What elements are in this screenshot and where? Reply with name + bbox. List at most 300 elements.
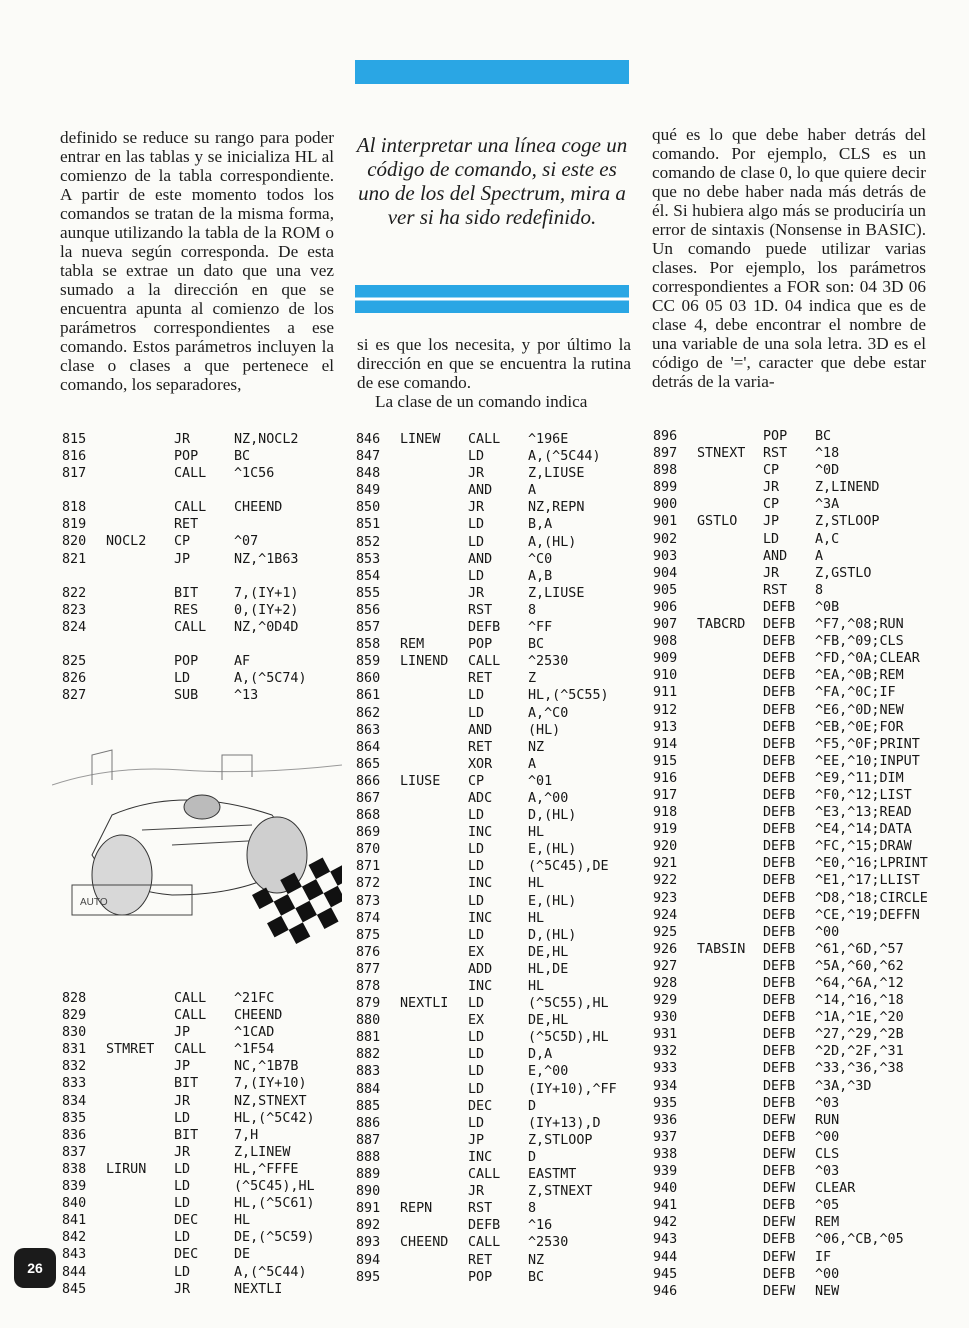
opcode: DEFB bbox=[763, 1010, 796, 1026]
line-number: 817 bbox=[62, 466, 87, 482]
operand: D,A bbox=[528, 1047, 553, 1063]
operand: DE,(^5C59) bbox=[234, 1230, 315, 1246]
line-number: 823 bbox=[62, 602, 87, 618]
code-label: LIRUN bbox=[106, 1161, 147, 1177]
line-number: 935 bbox=[653, 1095, 678, 1111]
opcode: DEFB bbox=[763, 1061, 796, 1077]
operand: Z,STNEXT bbox=[528, 1184, 593, 1200]
operand: A,(^5C44) bbox=[234, 1264, 307, 1280]
line-number: 837 bbox=[62, 1144, 87, 1160]
operand: NZ bbox=[528, 739, 545, 755]
opcode: XOR bbox=[468, 756, 493, 772]
line-number: 829 bbox=[62, 1008, 87, 1024]
operand: BC bbox=[815, 429, 832, 444]
opcode: DEFB bbox=[763, 651, 796, 667]
operand: 8 bbox=[528, 602, 537, 618]
line-number: 932 bbox=[653, 1044, 678, 1060]
opcode: DEFB bbox=[763, 839, 796, 855]
operand: ^18 bbox=[815, 446, 840, 462]
operand: ^FB,^09;CLS bbox=[815, 634, 904, 650]
line-number: 883 bbox=[356, 1064, 381, 1080]
operand: NZ,^1B63 bbox=[234, 551, 299, 567]
opcode: DEFB bbox=[763, 976, 796, 991]
operand: ^3A,^3D bbox=[815, 1078, 872, 1094]
opcode: DEFB bbox=[763, 924, 796, 940]
operand: CHEEND bbox=[234, 1008, 283, 1024]
operand: Z bbox=[528, 671, 537, 687]
line-number: 852 bbox=[356, 534, 381, 550]
operand: ^05 bbox=[815, 1198, 840, 1214]
opcode: DEFB bbox=[763, 736, 796, 752]
line-number: 821 bbox=[62, 551, 87, 567]
opcode: LD bbox=[468, 1030, 485, 1046]
line-number: 868 bbox=[356, 808, 381, 824]
opcode: CP bbox=[763, 463, 780, 479]
operand: ^E9,^11;DIM bbox=[815, 770, 904, 786]
operand: ^27,^29,^2B bbox=[815, 1027, 904, 1043]
line-number: 836 bbox=[62, 1127, 87, 1143]
operand: ^3A bbox=[815, 497, 840, 513]
line-number: 929 bbox=[653, 993, 678, 1009]
line-number: 830 bbox=[62, 1025, 87, 1041]
operand: (IY+10),^FF bbox=[528, 1081, 617, 1097]
line-number: 902 bbox=[653, 531, 678, 547]
line-number: 897 bbox=[653, 446, 678, 462]
operand: ^1F54 bbox=[234, 1042, 275, 1058]
opcode: JR bbox=[174, 1093, 191, 1109]
line-number: 845 bbox=[62, 1281, 87, 1297]
operand: NEW bbox=[815, 1283, 840, 1299]
line-number: 923 bbox=[653, 890, 678, 906]
operand: ^07 bbox=[234, 534, 259, 550]
line-number: 818 bbox=[62, 500, 87, 516]
line-number: 938 bbox=[653, 1146, 678, 1162]
line-number: 936 bbox=[653, 1112, 678, 1128]
operand: NC,^1B7B bbox=[234, 1059, 299, 1075]
opcode: DEFB bbox=[763, 668, 796, 684]
opcode: INC bbox=[468, 825, 493, 841]
operand: HL bbox=[528, 876, 545, 892]
line-number: 881 bbox=[356, 1030, 381, 1046]
line-number: 855 bbox=[356, 585, 381, 601]
line-number: 851 bbox=[356, 517, 381, 533]
operand: ^E4,^14;DATA bbox=[815, 822, 912, 838]
line-number: 839 bbox=[62, 1179, 87, 1195]
opcode: DEFB bbox=[763, 770, 796, 786]
opcode: LD bbox=[468, 1064, 485, 1080]
opcode: JR bbox=[174, 1144, 191, 1160]
opcode: CALL bbox=[174, 466, 207, 482]
opcode: LD bbox=[468, 808, 485, 824]
operand: 7,H bbox=[234, 1127, 259, 1143]
line-number: 860 bbox=[356, 671, 381, 687]
operand: 7,(IY+1) bbox=[234, 585, 299, 601]
opcode: RST bbox=[468, 1201, 493, 1217]
opcode: DEFW bbox=[763, 1215, 796, 1231]
line-number: 859 bbox=[356, 654, 381, 670]
operand: E,(HL) bbox=[528, 893, 577, 909]
line-number: 879 bbox=[356, 996, 381, 1012]
line-number: 866 bbox=[356, 773, 381, 789]
operand: (^5C5D),HL bbox=[528, 1030, 609, 1046]
code-label: TABSIN bbox=[697, 941, 746, 957]
opcode: DEFB bbox=[763, 685, 796, 701]
opcode: LD bbox=[174, 1196, 191, 1212]
line-number: 841 bbox=[62, 1213, 87, 1229]
opcode: ADD bbox=[468, 961, 493, 977]
operand: HL bbox=[528, 910, 545, 926]
paragraph: qué es lo que debe haber detrás del comando. Por ejemplo, CLS es un comando de clase 0, lo que quiere decir que no debe haber nada más detrás de él. Si hubiera algo más se produciría un error de sintaxis (Nonsense in BASIC). Un comando puede utilizar varias clases. Por ejemplo, los parámetros correspondientes a FOR son: 04 3D 06 CC 06 05 03 1D. 04 indica que es de clase 4, debe encontrar el nombre de una variable de una sola letra. 3D es el código de '=', caracter que debe estar detrás de la varia- bbox=[652, 125, 926, 391]
opcode: DEFB bbox=[763, 993, 796, 1009]
operand: ^00 bbox=[815, 1266, 840, 1282]
line-number: 861 bbox=[356, 688, 381, 704]
line-number: 907 bbox=[653, 617, 678, 633]
line-number: 884 bbox=[356, 1081, 381, 1097]
operand: IF bbox=[815, 1249, 832, 1265]
opcode: CALL bbox=[468, 1235, 501, 1251]
opcode: DEFB bbox=[763, 890, 796, 906]
operand: (HL) bbox=[528, 722, 561, 738]
operand: A,^C0 bbox=[528, 705, 569, 721]
line-number: 919 bbox=[653, 822, 678, 838]
operand: CLEAR bbox=[815, 1181, 856, 1197]
line-number: 915 bbox=[653, 753, 678, 769]
operand: A,B bbox=[528, 568, 553, 584]
line-number: 930 bbox=[653, 1010, 678, 1026]
line-number: 934 bbox=[653, 1078, 678, 1094]
line-number: 908 bbox=[653, 634, 678, 650]
opcode: LD bbox=[468, 927, 485, 943]
opcode: DEC bbox=[174, 1247, 199, 1263]
code-label: NEXTLI bbox=[400, 996, 449, 1012]
opcode: RET bbox=[468, 1252, 493, 1268]
line-number: 914 bbox=[653, 736, 678, 752]
operand: Z,LIUSE bbox=[528, 466, 585, 482]
operand: NZ,^0D4D bbox=[234, 619, 299, 635]
opcode: JR bbox=[174, 432, 191, 447]
operand: ^1C56 bbox=[234, 466, 275, 482]
operand: D,(HL) bbox=[528, 808, 577, 824]
line-number: 822 bbox=[62, 585, 87, 601]
code-label: LIUSE bbox=[400, 773, 441, 789]
operand: ^0B bbox=[815, 599, 840, 615]
line-number: 939 bbox=[653, 1164, 678, 1180]
operand: A,(HL) bbox=[528, 534, 577, 550]
line-number: 862 bbox=[356, 705, 381, 721]
line-number: 864 bbox=[356, 739, 381, 755]
line-number: 863 bbox=[356, 722, 381, 738]
opcode: RET bbox=[468, 671, 493, 687]
opcode: RST bbox=[763, 582, 788, 598]
opcode: AND bbox=[468, 483, 493, 499]
opcode: RET bbox=[468, 739, 493, 755]
operand: Z,STLOOP bbox=[528, 1132, 593, 1148]
operand: HL,(^5C42) bbox=[234, 1110, 315, 1126]
operand: ^61,^6D,^57 bbox=[815, 941, 904, 957]
code-label: NOCL2 bbox=[106, 534, 147, 550]
opcode: INC bbox=[468, 910, 493, 926]
line-number: 933 bbox=[653, 1061, 678, 1077]
line-number: 931 bbox=[653, 1027, 678, 1043]
operand: 0,(IY+2) bbox=[234, 602, 299, 618]
operand: BC bbox=[528, 1269, 545, 1285]
operand: (^5C55),HL bbox=[528, 996, 609, 1012]
opcode: DEC bbox=[468, 1098, 493, 1114]
operand: NZ,NOCL2 bbox=[234, 432, 299, 447]
operand: A,^00 bbox=[528, 790, 569, 806]
opcode: LD bbox=[468, 517, 485, 533]
operand: CHEEND bbox=[234, 500, 283, 516]
line-number: 874 bbox=[356, 910, 381, 926]
opcode: DEFB bbox=[763, 941, 796, 957]
opcode: LD bbox=[174, 1264, 191, 1280]
opcode: INC bbox=[468, 979, 493, 994]
opcode: JR bbox=[468, 585, 485, 601]
line-number: 832 bbox=[62, 1059, 87, 1075]
line-number: 853 bbox=[356, 551, 381, 567]
line-number: 942 bbox=[653, 1215, 678, 1231]
line-number: 815 bbox=[62, 432, 87, 447]
operand: B,A bbox=[528, 517, 553, 533]
operand: ^2530 bbox=[528, 1235, 569, 1251]
opcode: JR bbox=[174, 1281, 191, 1297]
opcode: LD bbox=[468, 1081, 485, 1097]
opcode: POP bbox=[174, 653, 199, 669]
operand: NEXTLI bbox=[234, 1281, 283, 1297]
opcode: AND bbox=[468, 722, 493, 738]
operand: ^33,^36,^38 bbox=[815, 1061, 904, 1077]
operand: ^C0 bbox=[528, 551, 553, 567]
line-number: 880 bbox=[356, 1013, 381, 1029]
line-number: 826 bbox=[62, 671, 87, 687]
line-number: 896 bbox=[653, 429, 678, 444]
line-number: 825 bbox=[62, 653, 87, 669]
opcode: LD bbox=[174, 1230, 191, 1246]
opcode: LD bbox=[174, 1179, 191, 1195]
opcode: BIT bbox=[174, 585, 199, 601]
opcode: DEFW bbox=[763, 1283, 796, 1299]
opcode: DEC bbox=[174, 1213, 199, 1229]
line-number: 816 bbox=[62, 449, 87, 465]
line-number: 894 bbox=[356, 1252, 381, 1268]
line-number: 901 bbox=[653, 514, 678, 530]
operand: HL bbox=[234, 1213, 251, 1229]
operand: ^E0,^16;LPRINT bbox=[815, 856, 928, 872]
operand: EASTMT bbox=[528, 1167, 577, 1183]
paragraph: si es que los necesita, y por último la dirección en que se encuentra la rutina de ese comando. bbox=[357, 335, 631, 392]
line-number: 838 bbox=[62, 1161, 87, 1177]
opcode: LD bbox=[468, 705, 485, 721]
operand: HL,(^5C61) bbox=[234, 1196, 315, 1212]
opcode: DEFB bbox=[763, 873, 796, 889]
line-number: 899 bbox=[653, 480, 678, 496]
operand: NZ,REPN bbox=[528, 500, 585, 516]
operand: ^F5,^0F;PRINT bbox=[815, 736, 920, 752]
line-number: 854 bbox=[356, 568, 381, 584]
opcode: JR bbox=[763, 480, 780, 496]
line-number: 872 bbox=[356, 876, 381, 892]
opcode: DEFB bbox=[763, 1164, 796, 1180]
opcode: LD bbox=[468, 449, 485, 465]
operand: ^196E bbox=[528, 432, 569, 447]
operand: ^EA,^0B;REM bbox=[815, 668, 904, 684]
line-number: 937 bbox=[653, 1129, 678, 1145]
opcode: POP bbox=[468, 637, 493, 653]
line-number: 945 bbox=[653, 1266, 678, 1282]
operand: CLS bbox=[815, 1146, 840, 1162]
line-number: 903 bbox=[653, 548, 678, 564]
operand: HL bbox=[528, 979, 545, 994]
opcode: DEFB bbox=[763, 787, 796, 803]
operand: Z,STLOOP bbox=[815, 514, 880, 530]
body-text-column-1 bbox=[60, 128, 334, 394]
decorative-blue-bar-top bbox=[355, 60, 629, 84]
operand: ^00 bbox=[815, 924, 840, 940]
line-number: 844 bbox=[62, 1264, 87, 1280]
opcode: BIT bbox=[174, 1076, 199, 1092]
decorative-blue-bar-middle bbox=[355, 285, 629, 313]
operand: A,(^5C74) bbox=[234, 671, 307, 687]
line-number: 924 bbox=[653, 907, 678, 923]
opcode: JR bbox=[468, 1184, 485, 1200]
opcode: DEFB bbox=[763, 1095, 796, 1111]
code-label: LINEW bbox=[400, 432, 441, 447]
opcode: JP bbox=[468, 1132, 485, 1148]
opcode: DEFW bbox=[763, 1249, 796, 1265]
opcode: DEFB bbox=[763, 856, 796, 872]
opcode: CP bbox=[174, 534, 191, 550]
operand: ^FA,^0C;IF bbox=[815, 685, 896, 701]
line-number: 921 bbox=[653, 856, 678, 872]
opcode: LD bbox=[468, 893, 485, 909]
opcode: RES bbox=[174, 602, 199, 618]
opcode: DEFB bbox=[763, 907, 796, 923]
race-car-illustration bbox=[52, 745, 342, 980]
line-number: 893 bbox=[356, 1235, 381, 1251]
opcode: CALL bbox=[174, 619, 207, 635]
line-number: 873 bbox=[356, 893, 381, 909]
operand: ^1A,^1E,^20 bbox=[815, 1010, 904, 1026]
line-number: 848 bbox=[356, 466, 381, 482]
opcode: LD bbox=[174, 671, 191, 687]
line-number: 827 bbox=[62, 688, 87, 704]
opcode: DEFB bbox=[763, 1266, 796, 1282]
line-number: 850 bbox=[356, 500, 381, 516]
line-number: 871 bbox=[356, 859, 381, 875]
line-number: 906 bbox=[653, 599, 678, 615]
opcode: CP bbox=[468, 773, 485, 789]
line-number: 878 bbox=[356, 979, 381, 994]
code-label: CHEEND bbox=[400, 1235, 449, 1251]
paragraph: La clase de un comando indica bbox=[375, 392, 588, 411]
operand: (^5C45),HL bbox=[234, 1179, 315, 1195]
opcode: DEFW bbox=[763, 1146, 796, 1162]
line-number: 905 bbox=[653, 582, 678, 598]
line-number: 900 bbox=[653, 497, 678, 513]
operand: ^06,^CB,^05 bbox=[815, 1232, 904, 1248]
operand: ^EE,^10;INPUT bbox=[815, 753, 920, 769]
operand: A bbox=[528, 483, 537, 499]
pull-quote: Al interpretar una línea coge un código de comando, si este es uno de los del Spectrum, mira a ver si ha sido redefinido. bbox=[356, 133, 628, 229]
body-text-column-2 bbox=[357, 335, 631, 411]
opcode: LD bbox=[468, 534, 485, 550]
operand: ^CE,^19;DEFFN bbox=[815, 907, 920, 923]
code-label: TABCRD bbox=[697, 617, 746, 633]
operand: E,^00 bbox=[528, 1064, 569, 1080]
operand: ^FC,^15;DRAW bbox=[815, 839, 912, 855]
opcode: RET bbox=[174, 517, 199, 533]
opcode: LD bbox=[468, 1047, 485, 1063]
operand: ^1CAD bbox=[234, 1025, 275, 1041]
operand: ^2530 bbox=[528, 654, 569, 670]
opcode: INC bbox=[468, 876, 493, 892]
operand: D bbox=[528, 1098, 537, 1114]
line-number: 922 bbox=[653, 873, 678, 889]
operand: AF bbox=[234, 653, 251, 669]
opcode: DEFB bbox=[763, 958, 796, 974]
operand: 7,(IY+10) bbox=[234, 1076, 307, 1092]
line-number: 834 bbox=[62, 1093, 87, 1109]
line-number: 831 bbox=[62, 1042, 87, 1058]
opcode: LD bbox=[174, 1161, 191, 1177]
opcode: LD bbox=[468, 1115, 485, 1131]
line-number: 926 bbox=[653, 941, 678, 957]
line-number: 885 bbox=[356, 1098, 381, 1114]
opcode: JP bbox=[763, 514, 780, 530]
line-number: 876 bbox=[356, 944, 381, 960]
code-label: LINEND bbox=[400, 654, 449, 670]
operand: A bbox=[815, 548, 824, 564]
operand: D bbox=[528, 1149, 537, 1165]
line-number: 857 bbox=[356, 620, 381, 636]
line-number: 940 bbox=[653, 1181, 678, 1197]
opcode: CALL bbox=[174, 1042, 207, 1058]
opcode: DEFB bbox=[763, 822, 796, 838]
opcode: DEFB bbox=[763, 1198, 796, 1214]
operand: ^13 bbox=[234, 688, 259, 704]
operand: Z,GSTLO bbox=[815, 565, 872, 581]
operand: ^03 bbox=[815, 1095, 840, 1111]
operand: A,(^5C44) bbox=[528, 449, 601, 465]
operand: RUN bbox=[815, 1112, 840, 1128]
line-number: 918 bbox=[653, 805, 678, 821]
operand: Z,LIUSE bbox=[528, 585, 585, 601]
opcode: LD bbox=[468, 859, 485, 875]
operand: ^D8,^18;CIRCLE bbox=[815, 890, 928, 906]
line-number: 916 bbox=[653, 770, 678, 786]
line-number: 849 bbox=[356, 483, 381, 499]
opcode: POP bbox=[174, 449, 199, 465]
line-number: 888 bbox=[356, 1149, 381, 1165]
operand: ^EB,^0E;FOR bbox=[815, 719, 904, 735]
line-number: 943 bbox=[653, 1232, 678, 1248]
operand: HL,(^5C55) bbox=[528, 688, 609, 704]
page-number: 26 bbox=[14, 1248, 56, 1288]
operand: ^2D,^2F,^31 bbox=[815, 1044, 904, 1060]
opcode: DEFB bbox=[763, 702, 796, 718]
operand: 8 bbox=[815, 582, 824, 598]
opcode: JR bbox=[468, 466, 485, 482]
opcode: DEFB bbox=[763, 719, 796, 735]
opcode: DEFB bbox=[468, 620, 501, 636]
operand: HL bbox=[528, 825, 545, 841]
operand: ^FF bbox=[528, 620, 553, 636]
line-number: 875 bbox=[356, 927, 381, 943]
operand: A bbox=[528, 756, 537, 772]
opcode: DEFB bbox=[763, 805, 796, 821]
line-number: 946 bbox=[653, 1283, 678, 1299]
operand: DE,HL bbox=[528, 1013, 569, 1029]
